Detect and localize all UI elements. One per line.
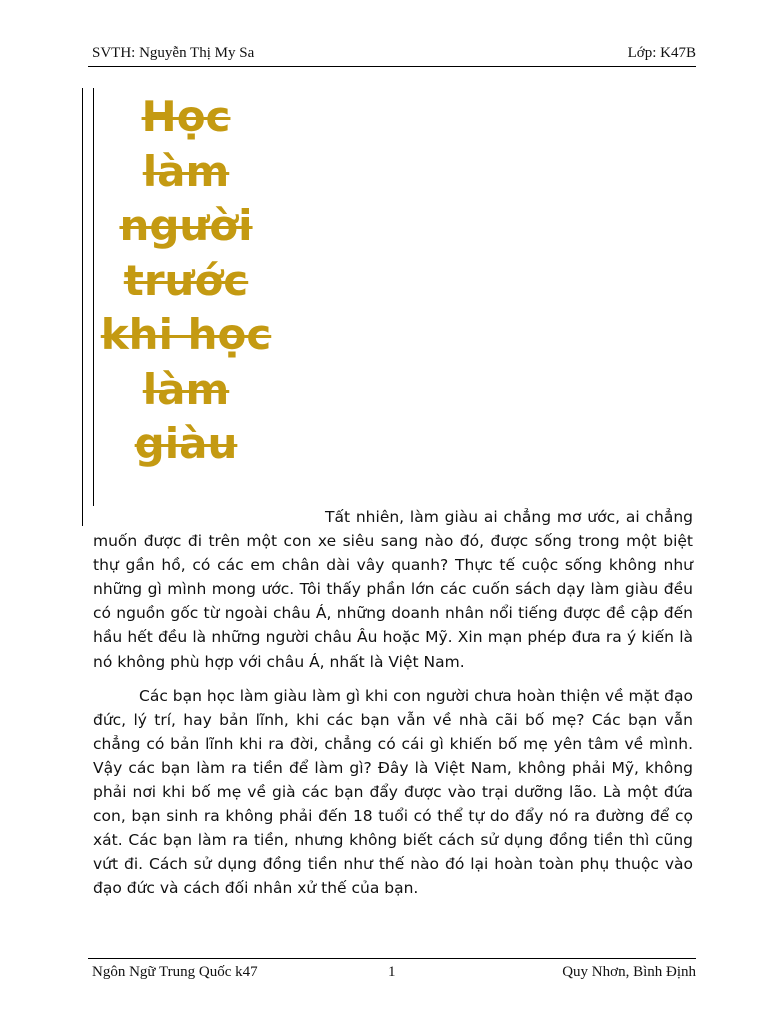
article-body xyxy=(93,505,693,901)
header-author: SVTH: Nguyễn Thị My Sa xyxy=(92,45,255,61)
left-margin-rule-inner xyxy=(93,88,94,506)
footer-page-number: 1 xyxy=(388,964,396,980)
header-rule xyxy=(88,66,696,67)
footer-rule xyxy=(88,958,696,959)
paragraph-1: Tất nhiên, làm giàu ai chẳng mơ ước, ai chẳng muốn được đi trên một con xe siêu sang nào đó, được sống trong một biệt thự gần hồ, có các em chân dài vây quanh? Thực tế cuộc sống không như những gì mình mong ước. Tôi thấy phần lớn các cuốn sách dạy làm giàu đều có nguồn gốc từ ngoài châu Á, những doanh nhân nổi tiếng được đề cập đến hầu hết đều là những người châu Âu hoặc Mỹ. Xin mạn phép đưa ra ý kiến là nó không phù hợp với châu Á, nhất là Việt Nam. xyxy=(93,508,693,671)
left-margin-rule xyxy=(82,88,83,526)
article-title: Học làm người trước khi học làm giàu xyxy=(100,92,272,468)
header-class: Lớp: K47B xyxy=(627,45,696,61)
paragraph-2: Các bạn học làm giàu làm gì khi con người chưa hoàn thiện về mặt đạo đức, lý trí, hay bản lĩnh, khi các bạn vẫn về nhà cãi bố mẹ? Các bạn vẫn chẳng có bản lĩnh khi ra đời, chẳng có cái gì khiến bố mẹ yên tâm về mình. Vậy các bạn làm ra tiền để làm gì? Đây là Việt Nam, không phải Mỹ, không phải nơi khi bố mẹ về già các bạn đẩy được vào trại dưỡng lão. Là một đứa con, bạn sinh ra không phải đến 18 tuổi có thể tự do đẩy nó ra đường để cọ xát. Các bạn làm ra tiền, nhưng không biết cách sử dụng đồng tiền thì cũng vứt đi. Cách sử dụng đồng tiền như thế nào đó lại hoàn toàn phụ thuộc vào đạo đức và cách đối nhân xử thế của bạn. xyxy=(93,686,693,898)
footer-department: Ngôn Ngữ Trung Quốc k47 xyxy=(92,964,258,980)
page-footer xyxy=(92,962,696,982)
footer-location: Quy Nhơn, Bình Định xyxy=(562,964,696,980)
